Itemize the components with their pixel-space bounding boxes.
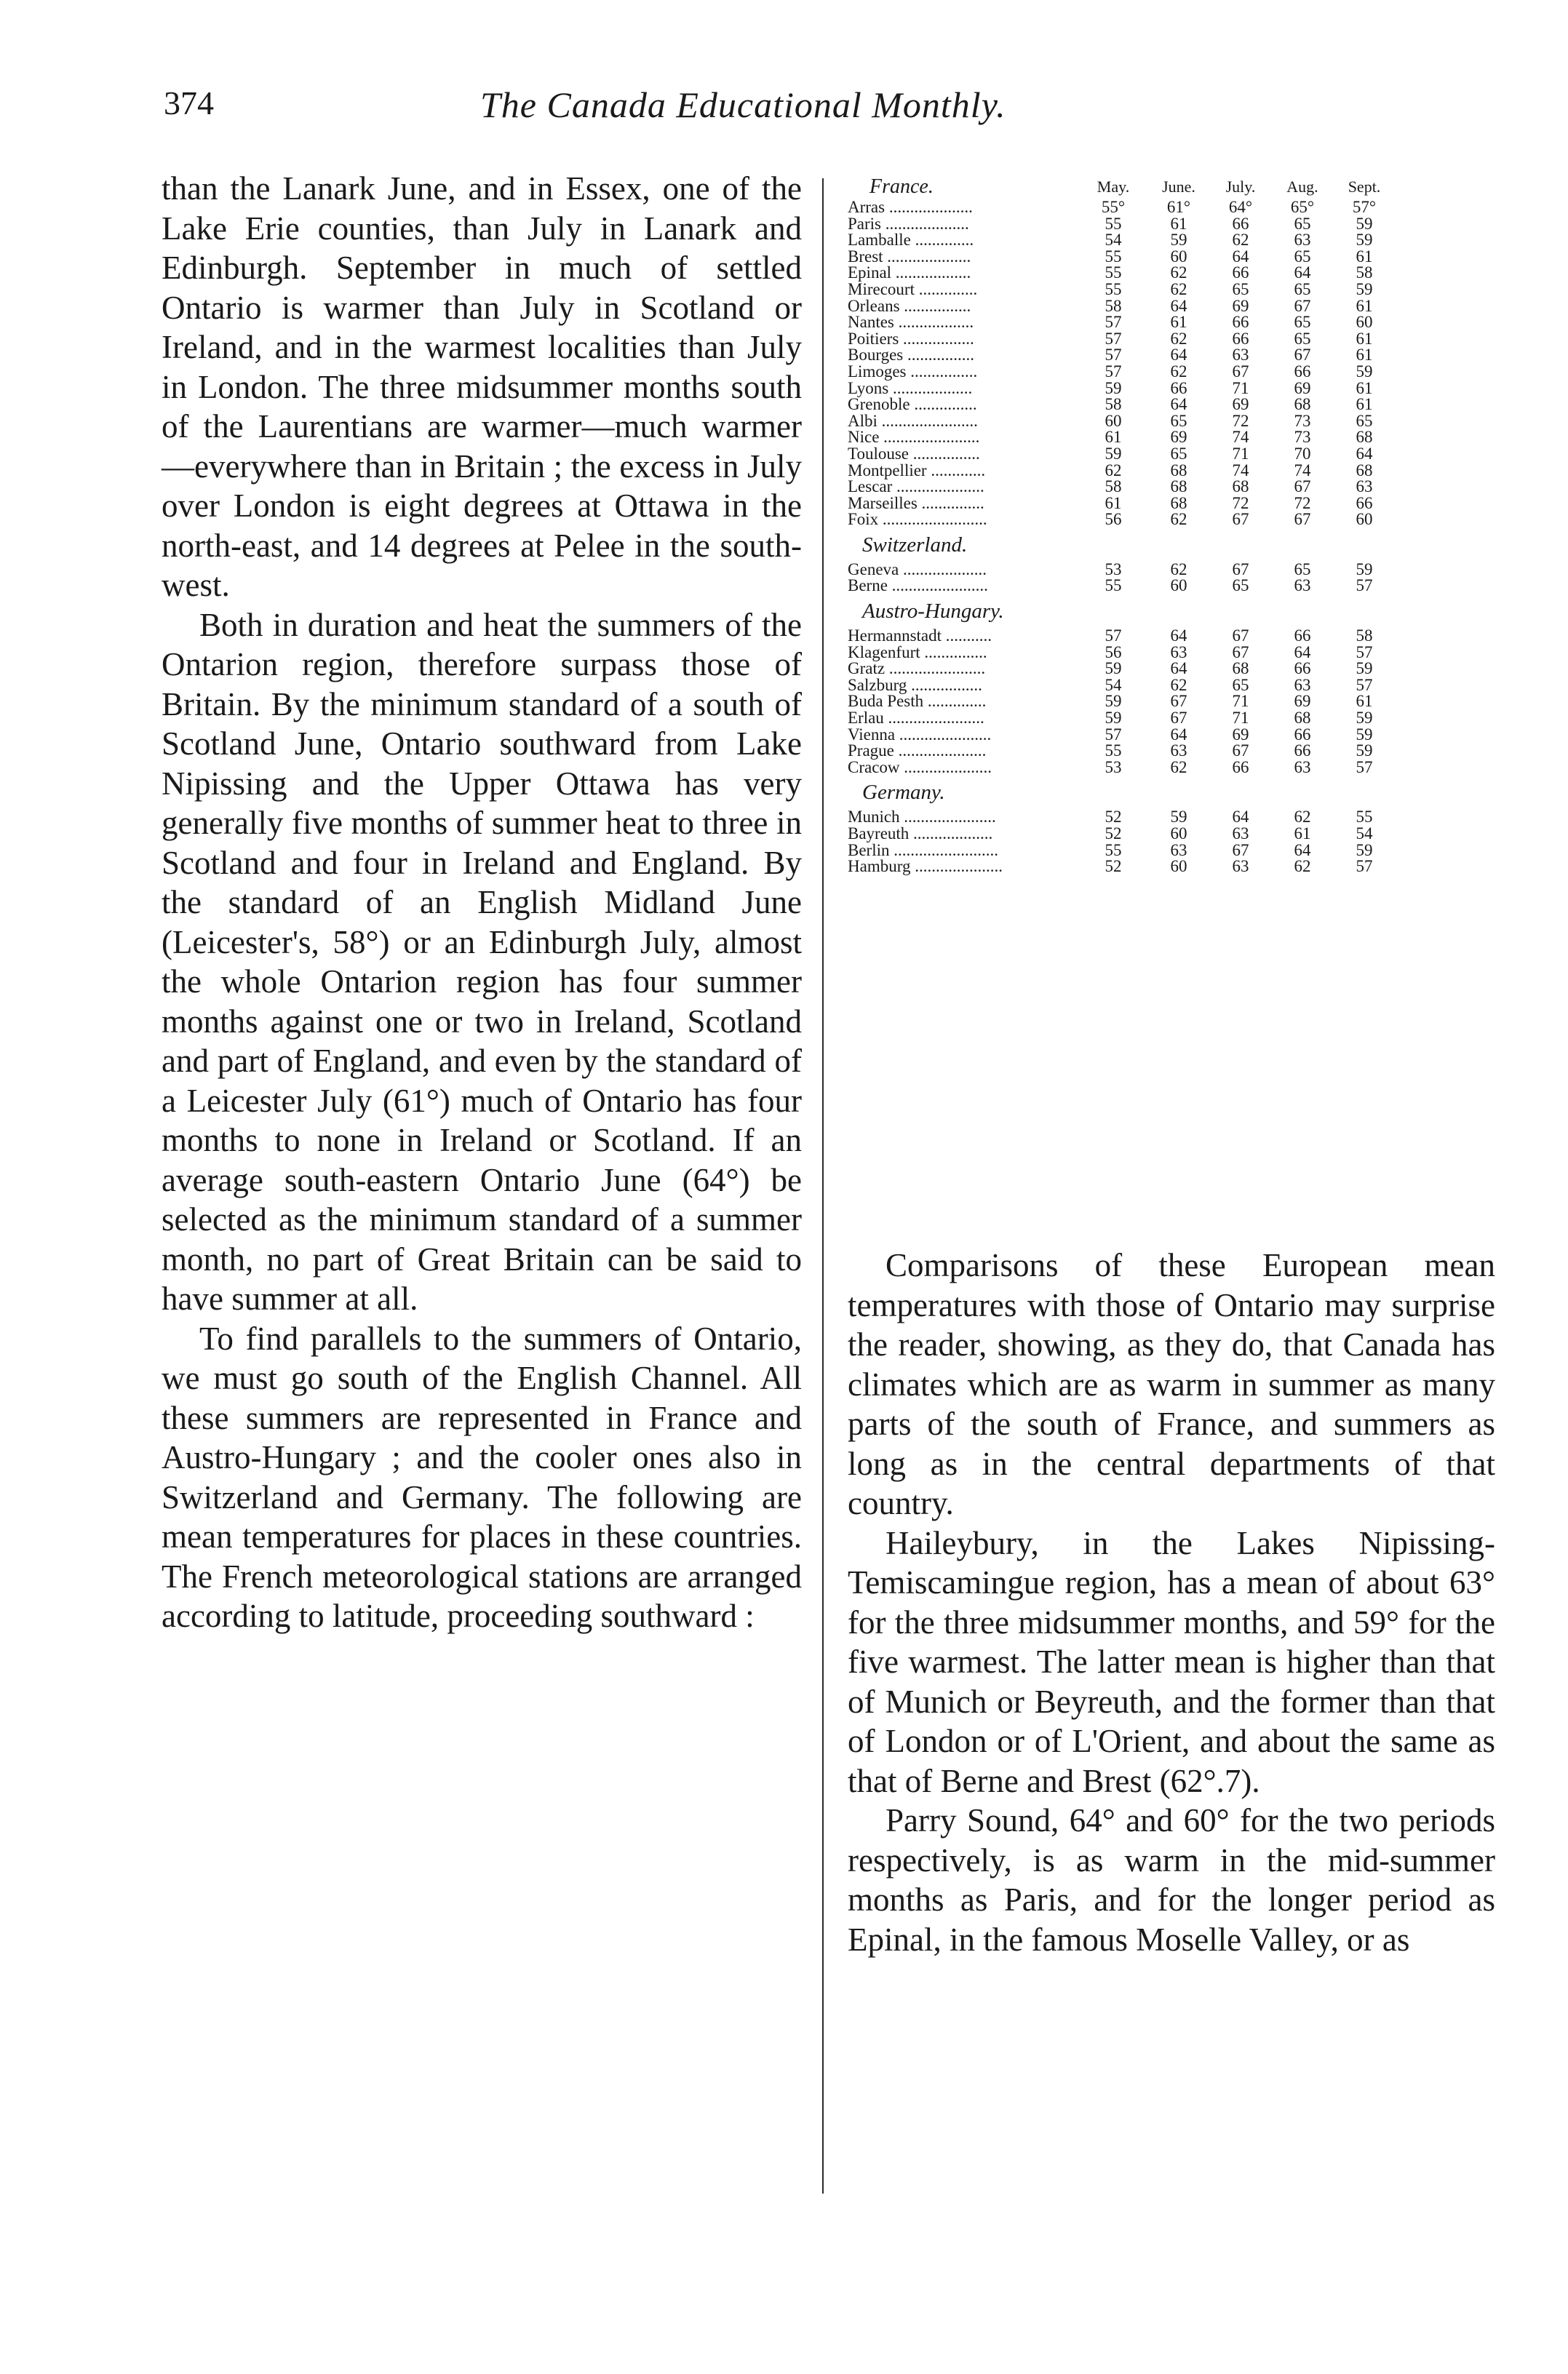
temperature-cell: 60 xyxy=(1356,510,1373,529)
temperature-cell: 74 xyxy=(1232,461,1249,479)
temperature-cell: 65 xyxy=(1170,444,1187,463)
temperature-cell: 74 xyxy=(1232,428,1249,447)
place-name: Nantes .................. xyxy=(848,313,974,332)
temperature-cell: 58 xyxy=(1105,296,1122,315)
temperature-cell: 61 xyxy=(1356,692,1373,711)
table-row xyxy=(848,693,1466,710)
temperature-cell: 66 xyxy=(1232,329,1249,348)
table-row xyxy=(848,661,1466,677)
place-name: Arras .................... xyxy=(848,198,973,216)
temperature-cell: 57 xyxy=(1105,346,1122,365)
temperature-cell: 66 xyxy=(1232,214,1249,233)
temperature-cell: 61 xyxy=(1356,247,1373,266)
temperature-cell: 64 xyxy=(1170,296,1187,315)
place-name: Montpellier ............. xyxy=(848,461,986,479)
temperature-cell: 57 xyxy=(1356,675,1373,694)
temperature-cell: 63 xyxy=(1232,346,1249,365)
place-name: Lyons ................... xyxy=(848,378,973,397)
place-name: Prague ..................... xyxy=(848,741,987,760)
place-name: Poitiers ................. xyxy=(848,329,974,348)
temperature-cell: 61 xyxy=(1105,493,1122,512)
temperature-cell: 57 xyxy=(1356,576,1373,595)
paragraph: To find parallels to the summers of Ontario, we must go south of the English Channel. All these summers are represented in France and Austro-Hungary ; and the cooler ones also in Switzerland and Germany. The following are mean temperatures for places in these countries. The French meteorological stations are arranged according to latitude, proceeding southward : xyxy=(162,1320,802,1634)
temperature-cell: 55 xyxy=(1105,247,1122,266)
temperature-cell: 58 xyxy=(1356,263,1373,282)
temperature-cell: 66 xyxy=(1294,725,1311,744)
temperature-cell: 67 xyxy=(1170,692,1187,711)
temperature-cell: 59 xyxy=(1105,444,1122,463)
temperature-cell: 57 xyxy=(1105,725,1122,744)
place-name: Toulouse ................ xyxy=(848,444,980,463)
place-name: Buda Pesth .............. xyxy=(848,692,987,711)
place-name: Klagenfurt ............... xyxy=(848,642,987,661)
temperature-cell: 68 xyxy=(1170,493,1187,512)
temperature-cell: 68 xyxy=(1232,659,1249,678)
table-row xyxy=(848,628,1466,645)
temperature-cell: 61 xyxy=(1105,428,1122,447)
place-name: Bayreuth ................... xyxy=(848,824,993,843)
temperature-cell: 52 xyxy=(1105,808,1122,826)
paragraph: Both in duration and heat the summers of the Ontarion region, therefore surpass those of Britain. By the minimum standard of a south of Scotland June, Ontario southward from Lake Nipissing and the Upper Ottawa has very generally five months of summer heat to three in Scotland and four in Ireland and England. By the standard of an English Midland June (Leicester's, 58°) or an Edinburgh July, almost the whole Ontarion region has four summer months against one or two in Ireland, Scotland and part of England, and even by the standard of a Leicester July (61°) much of Ontario has four months to none in Ireland or Scotland. If an average south-eastern Ontario June (64°) be selected as the minimum standard of a summer month, no part of Great Britain can be said to have summer at all. xyxy=(162,606,802,1317)
temperature-cell: 54 xyxy=(1356,824,1373,843)
right-column xyxy=(848,1246,1495,1959)
temperature-cell: 69 xyxy=(1294,378,1311,397)
temperature-cell: 69 xyxy=(1232,296,1249,315)
temperature-cell: 60 xyxy=(1170,576,1187,595)
temperature-cell: 66 xyxy=(1294,659,1311,678)
column-divider xyxy=(822,178,824,2194)
temperature-cell: 65 xyxy=(1294,279,1311,298)
table-row xyxy=(848,331,1466,348)
temperature-cell: 65 xyxy=(1294,329,1311,348)
temperature-cell: 63 xyxy=(1232,824,1249,843)
place-name: Lamballe .............. xyxy=(848,231,974,250)
temperature-cell: 66 xyxy=(1356,493,1373,512)
temperature-cell: 61 xyxy=(1356,329,1373,348)
temperature-cell: 68 xyxy=(1294,395,1311,414)
table-row xyxy=(848,809,1466,826)
temperature-cell: 55 xyxy=(1105,214,1122,233)
table-row xyxy=(848,446,1466,463)
temperature-cell: 65 xyxy=(1294,559,1311,578)
temperature-cell: 66 xyxy=(1170,378,1187,397)
temperature-cell: 62 xyxy=(1170,757,1187,776)
temperature-cell: 55 xyxy=(1105,263,1122,282)
column-header: Sept. xyxy=(1348,178,1381,196)
temperature-cell: 65 xyxy=(1170,411,1187,430)
temperature-cell: 64 xyxy=(1294,263,1311,282)
table-row xyxy=(848,578,1466,594)
temperature-cell: 62 xyxy=(1232,231,1249,250)
temperature-cell: 60 xyxy=(1356,313,1373,332)
temperature-cell: 64 xyxy=(1170,626,1187,645)
temperature-cell: 62 xyxy=(1105,461,1122,479)
table-row xyxy=(848,826,1466,843)
table-row xyxy=(848,859,1466,875)
paragraph: Haileybury, in the Lakes Nipissing-Temiscamingue region, has a mean of about 63° for the three midsummer months, and 59° for the five warmest. The latter mean is higher than that of Munich or Beyreuth, and the former than that of London or of L'Orient, and about the same as that of Berne and Brest (62°.7). xyxy=(848,1524,1495,1799)
temperature-cell: 63 xyxy=(1294,675,1311,694)
temperature-cell: 63 xyxy=(1170,642,1187,661)
temperature-cell: 67 xyxy=(1232,741,1249,760)
temperature-cell: 65 xyxy=(1232,675,1249,694)
place-name: Cracow ..................... xyxy=(848,757,992,776)
temperature-cell: 73 xyxy=(1294,411,1311,430)
table-row xyxy=(848,298,1466,315)
place-name: Grenoble ............... xyxy=(848,395,977,414)
temperature-cell: 59 xyxy=(1356,709,1373,728)
temperature-cell: 64 xyxy=(1294,840,1311,859)
table-row xyxy=(848,378,1466,397)
temperature-cell: 65 xyxy=(1294,247,1311,266)
place-name: Bourges ................ xyxy=(848,346,974,365)
temperature-cell: 65° xyxy=(1290,198,1315,216)
temperature-cell: 57 xyxy=(1356,642,1373,661)
temperature-cell: 67 xyxy=(1170,709,1187,728)
temperature-cell: 59 xyxy=(1105,378,1122,397)
paragraph: Parry Sound, 64° and 60° for the two periods respectively, is as warm in the mid-summer months as Paris, and for the longer period as Epinal, in the famous Moselle Valley, or as xyxy=(848,1802,1495,1958)
temperature-cell: 64 xyxy=(1170,659,1187,678)
table-row xyxy=(848,429,1466,446)
place-name: Epinal .................. xyxy=(848,263,971,282)
table-row xyxy=(848,642,1466,661)
temperature-cell: 61 xyxy=(1294,824,1311,843)
temperature-cell: 59 xyxy=(1356,741,1373,760)
page-number: 374 xyxy=(164,84,214,122)
place-name: Hermannstadt ........... xyxy=(848,626,992,645)
temperature-cell: 66 xyxy=(1294,741,1311,760)
temperature-cell: 59 xyxy=(1356,362,1373,381)
temperature-cell: 59 xyxy=(1105,709,1122,728)
temperature-cell: 62 xyxy=(1170,263,1187,282)
temperature-cell: 61 xyxy=(1356,395,1373,414)
temperature-cell: 61 xyxy=(1356,346,1373,365)
temperature-cell: 73 xyxy=(1294,428,1311,447)
place-name: Brest .................... xyxy=(848,247,971,266)
temperature-cell: 57 xyxy=(1105,362,1122,381)
place-name: Berlin ......................... xyxy=(848,840,998,859)
country-heading: Germany. xyxy=(862,781,945,805)
temperature-cell: 62 xyxy=(1170,362,1187,381)
temperature-cell: 59 xyxy=(1356,840,1373,859)
table-row xyxy=(848,677,1466,694)
country-heading: Switzerland. xyxy=(862,533,968,557)
temperature-cell: 63 xyxy=(1294,576,1311,595)
temperature-cell: 65 xyxy=(1232,576,1249,595)
place-name: Mirecourt .............. xyxy=(848,279,978,298)
temperature-cell: 59 xyxy=(1170,808,1187,826)
temperature-cell: 72 xyxy=(1232,493,1249,512)
table-row xyxy=(848,479,1466,495)
temperature-cell: 57 xyxy=(1105,329,1122,348)
temperature-cell: 67 xyxy=(1294,510,1311,529)
column-header: June. xyxy=(1162,178,1195,196)
table-row xyxy=(848,840,1466,859)
table-row xyxy=(848,265,1466,282)
left-column xyxy=(162,169,802,1636)
country-heading-row xyxy=(848,528,1466,562)
temperature-cell: 63 xyxy=(1294,231,1311,250)
temperature-cell: 67 xyxy=(1294,296,1311,315)
temperature-cell: 59 xyxy=(1356,559,1373,578)
temperature-cell: 56 xyxy=(1105,642,1122,661)
table-row xyxy=(848,559,1466,578)
temperature-cell: 68 xyxy=(1170,461,1187,479)
temperature-cell: 58 xyxy=(1105,477,1122,496)
temperature-cell: 67 xyxy=(1232,840,1249,859)
temperature-cell: 55 xyxy=(1105,840,1122,859)
place-name: Limoges ................ xyxy=(848,362,978,381)
table-row xyxy=(848,397,1466,413)
place-name: Geneva .................... xyxy=(848,559,987,578)
temperature-cell: 71 xyxy=(1232,378,1249,397)
temperature-cell: 71 xyxy=(1232,692,1249,711)
temperature-cell: 67 xyxy=(1294,477,1311,496)
temperature-cell: 63 xyxy=(1170,840,1187,859)
temperature-cell: 62 xyxy=(1294,857,1311,876)
temperature-cell: 64 xyxy=(1170,395,1187,414)
temperature-cell: 54 xyxy=(1105,675,1122,694)
temperature-cell: 69 xyxy=(1232,395,1249,414)
temperature-cell: 65 xyxy=(1356,411,1373,430)
place-name: Berne ....................... xyxy=(848,576,988,595)
temperature-cell: 58 xyxy=(1356,626,1373,645)
temperature-cell: 62 xyxy=(1294,808,1311,826)
place-name: Nice ....................... xyxy=(848,428,980,447)
place-name: Gratz ....................... xyxy=(848,659,986,678)
temperature-cell: 59 xyxy=(1356,725,1373,744)
temperature-cell: 66 xyxy=(1232,757,1249,776)
temperature-cell: 62 xyxy=(1170,510,1187,529)
temperature-cell: 65 xyxy=(1232,279,1249,298)
table-row xyxy=(848,727,1466,744)
temperature-cell: 66 xyxy=(1232,313,1249,332)
place-name: Lescar ..................... xyxy=(848,477,984,496)
table-row xyxy=(848,347,1466,364)
temperature-cell: 63 xyxy=(1356,477,1373,496)
temperature-cell: 64 xyxy=(1232,247,1249,266)
temperature-cell: 67 xyxy=(1232,642,1249,661)
temperature-cell: 53 xyxy=(1105,757,1122,776)
temperature-cell: 63 xyxy=(1170,741,1187,760)
temperature-cell: 61° xyxy=(1166,198,1191,216)
paragraph: Comparisons of these European mean temperatures with those of Ontario may surprise the reader, showing, as they do, that Canada has climates which are as warm in summer as many parts of the south of France, and summers as long as in the central departments of that country. xyxy=(848,1247,1495,1521)
temperature-cell: 67 xyxy=(1232,626,1249,645)
table-row xyxy=(848,364,1466,381)
table-row xyxy=(848,249,1466,266)
temperature-cell: 66 xyxy=(1294,626,1311,645)
temperature-cell: 70 xyxy=(1294,444,1311,463)
temperature-cell: 55 xyxy=(1105,741,1122,760)
table-row xyxy=(848,511,1466,528)
temperature-cell: 56 xyxy=(1105,510,1122,529)
temperature-cell: 63 xyxy=(1232,857,1249,876)
column-header: May. xyxy=(1097,178,1130,196)
temperature-cell: 57 xyxy=(1105,626,1122,645)
temperature-cell: 61 xyxy=(1356,378,1373,397)
temperature-cell: 60 xyxy=(1170,247,1187,266)
temperature-cell: 66 xyxy=(1294,362,1311,381)
temperature-cell: 55 xyxy=(1105,576,1122,595)
temperature-cell: 57 xyxy=(1356,757,1373,776)
table-row xyxy=(848,710,1466,727)
temperature-cell: 72 xyxy=(1232,411,1249,430)
paragraph: than the Lanark June, and in Essex, one of the Lake Erie counties, than July in Lanark and Edinburgh. September in much of settled Ontario is warmer than July in Scotland or Ireland, and in the warmest localities than July in London. The three midsummer months south of the Laurentians are warmer—much warmer—everywhere than in Britain ; the excess in July over London is eight degrees at Ottawa in the north-east, and 14 degrees at Pelee in the south-west. xyxy=(162,170,802,603)
temperature-cell: 69 xyxy=(1170,428,1187,447)
place-name: Hamburg ..................... xyxy=(848,857,1003,876)
table-row xyxy=(848,413,1466,430)
temperature-cell: 60 xyxy=(1105,411,1122,430)
temperature-cell: 67 xyxy=(1232,362,1249,381)
temperature-cell: 55° xyxy=(1101,198,1126,216)
temperature-cell: 68 xyxy=(1356,428,1373,447)
table-row xyxy=(848,199,1466,216)
temperature-cell: 68 xyxy=(1294,709,1311,728)
temperature-cell: 68 xyxy=(1232,477,1249,496)
temperature-cell: 62 xyxy=(1170,329,1187,348)
temperature-cell: 64 xyxy=(1170,725,1187,744)
table-row xyxy=(848,216,1466,233)
table-header-row xyxy=(848,175,1466,199)
temperature-cell: 64 xyxy=(1232,808,1249,826)
place-name: Paris .................... xyxy=(848,214,969,233)
temperature-cell: 61 xyxy=(1170,313,1187,332)
temperature-cell: 65 xyxy=(1294,313,1311,332)
temperature-cell: 59 xyxy=(1356,231,1373,250)
temperature-cell: 69 xyxy=(1294,692,1311,711)
temperature-cell: 72 xyxy=(1294,493,1311,512)
temperature-cell: 59 xyxy=(1356,659,1373,678)
temperature-cell: 58 xyxy=(1105,395,1122,414)
temperature-cell: 64 xyxy=(1294,642,1311,661)
place-name: Marseilles ............... xyxy=(848,493,984,512)
temperature-table xyxy=(848,175,1466,875)
table-row xyxy=(848,495,1466,512)
temperature-cell: 61 xyxy=(1170,214,1187,233)
temperature-cell: 71 xyxy=(1232,444,1249,463)
temperature-cell: 55 xyxy=(1356,808,1373,826)
temperature-cell: 57 xyxy=(1356,857,1373,876)
table-row xyxy=(848,279,1466,298)
column-header: Aug. xyxy=(1286,178,1318,196)
temperature-cell: 62 xyxy=(1170,675,1187,694)
temperature-cell: 53 xyxy=(1105,559,1122,578)
temperature-cell: 71 xyxy=(1232,709,1249,728)
running-title: The Canada Educational Monthly. xyxy=(480,84,1006,125)
temperature-cell: 66 xyxy=(1232,263,1249,282)
table-row xyxy=(848,314,1466,331)
temperature-cell: 60 xyxy=(1170,857,1187,876)
place-name: Orleans ................ xyxy=(848,296,971,315)
temperature-cell: 52 xyxy=(1105,824,1122,843)
place-name: Salzburg ................. xyxy=(848,675,982,694)
table-row xyxy=(848,743,1466,760)
country-heading-row xyxy=(848,594,1466,628)
temperature-cell: 68 xyxy=(1170,477,1187,496)
temperature-cell: 64 xyxy=(1170,346,1187,365)
temperature-cell: 59 xyxy=(1170,231,1187,250)
temperature-cell: 59 xyxy=(1105,659,1122,678)
temperature-cell: 61 xyxy=(1356,296,1373,315)
column-header: July. xyxy=(1225,178,1256,196)
temperature-cell: 55 xyxy=(1105,279,1122,298)
temperature-cell: 68 xyxy=(1356,461,1373,479)
temperature-cell: 65 xyxy=(1294,214,1311,233)
temperature-cell: 64° xyxy=(1228,198,1253,216)
table-country-heading: France. xyxy=(869,175,934,198)
temperature-cell: 59 xyxy=(1105,692,1122,711)
temperature-cell: 64 xyxy=(1356,444,1373,463)
table-row xyxy=(848,757,1466,776)
table-row xyxy=(848,232,1466,249)
temperature-cell: 57° xyxy=(1352,198,1377,216)
temperature-cell: 74 xyxy=(1294,461,1311,479)
place-name: Foix ......................... xyxy=(848,510,987,529)
temperature-cell: 63 xyxy=(1294,757,1311,776)
temperature-cell: 62 xyxy=(1170,279,1187,298)
place-name: Erlau ....................... xyxy=(848,709,984,728)
place-name: Albi ....................... xyxy=(848,411,978,430)
temperature-cell: 67 xyxy=(1232,510,1249,529)
temperature-cell: 54 xyxy=(1105,231,1122,250)
temperature-cell: 59 xyxy=(1356,214,1373,233)
temperature-cell: 69 xyxy=(1232,725,1249,744)
place-name: Munich ...................... xyxy=(848,808,996,826)
temperature-cell: 59 xyxy=(1356,279,1373,298)
table-row xyxy=(848,463,1466,479)
country-heading: Austro-Hungary. xyxy=(862,600,1004,624)
temperature-cell: 62 xyxy=(1170,559,1187,578)
country-heading-row xyxy=(848,776,1466,809)
place-name: Vienna ...................... xyxy=(848,725,992,744)
temperature-cell: 57 xyxy=(1105,313,1122,332)
temperature-cell: 67 xyxy=(1232,559,1249,578)
temperature-cell: 60 xyxy=(1170,824,1187,843)
temperature-cell: 52 xyxy=(1105,857,1122,876)
page-header xyxy=(164,84,1495,135)
temperature-cell: 67 xyxy=(1294,346,1311,365)
